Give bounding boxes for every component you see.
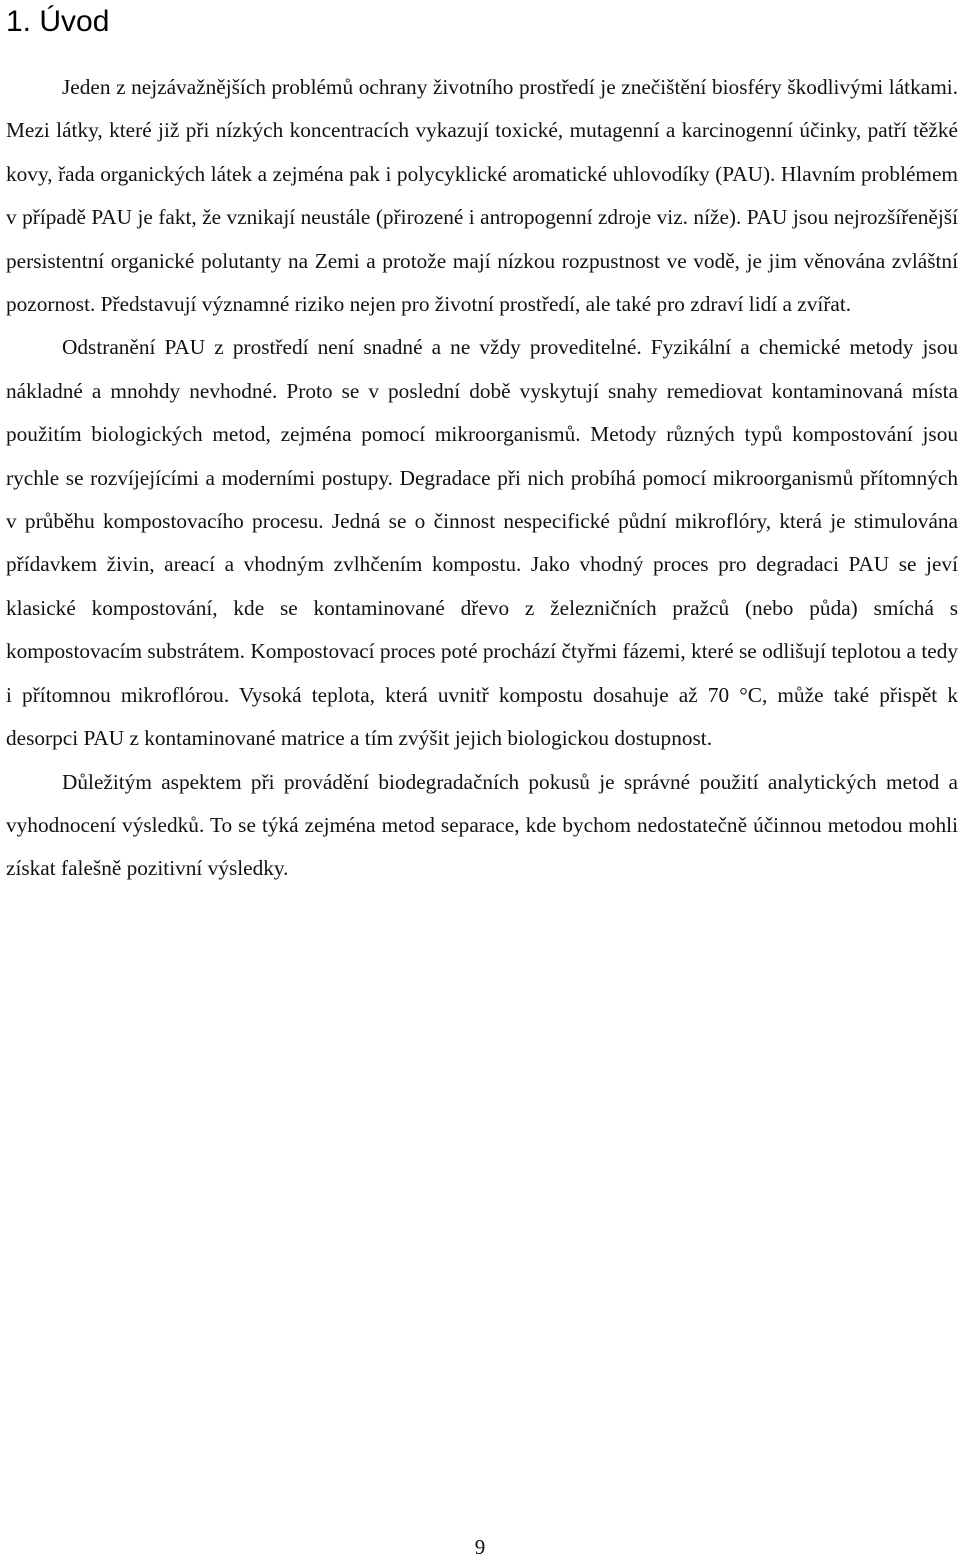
page-number: 9 [474,1535,486,1559]
section-heading: 1. Úvod [6,5,110,38]
paragraph-2: Odstranění PAU z prostředí není snadné a ne vždy proveditelné. Fyzikální a chemické metody jsou nákladné a mnohdy nevhodné. Proto se v poslední době vyskytují snahy remediovat kontaminovaná místa použitím biologických metod, zejména pomocí mikroorganismů. Metody různých typů kompostování jsou rychle se rozvíjejícími a moderními postupy. Degradace při nich probíhá pomocí mikroorganismů přítomných v průběhu kompostovacího procesu. Jedná se o činnost nespecifické půdní mikroflóry, která je stimulována přídavkem živin, areací a vhodným zvlhčením kompostu. Jako vhodný proces pro degradaci PAU se jeví klasické kompostování, kde se kontaminované dřevo z železničních pražců (nebo půda) smíchá s kompostovacím substrátem. Kompostovací proces poté prochází čtyřmi fázemi, které se odlišují teplotou a tedy i přítomnou mikroflórou. Vysoká teplota, která uvnitř kompostu dosahuje až 70 °C, může také přispět k desorpci PAU z kontaminované matrice a tím zvýšit jejich biologickou dostupnost. [6,335,958,751]
paragraph-1: Jeden z nejzávažnějších problémů ochrany životního prostředí je znečištění biosféry škodlivými látkami. Mezi látky, které již při nízkých koncentracích vykazují toxické, mutagenní a karcinogenní účinky, patří těžké kovy, řada organických látek a zejména pak i polycyklické aromatické uhlovodíky (PAU). Hlavním problémem v případě PAU je fakt, že vznikají neustále (přirozené i antropogenní zdroje viz. níže). PAU jsou nejrozšířenější persistentní organické polutanty na Zemi a protože mají nízkou rozpustnost ve vodě, je jim věnována zvláštní pozornost. Představují významné riziko nejen pro životní prostředí, ale také pro zdraví lidí a zvířat. [6,75,958,317]
paragraph-3: Důležitým aspektem při provádění biodegradačních pokusů je správné použití analytických metod a vyhodnocení výsledků. To se týká zejména metod separace, kde bychom nedostatečně účinnou metodou mohli získat falešně pozitivní výsledky. [6,769,958,881]
body-text [6,66,958,891]
